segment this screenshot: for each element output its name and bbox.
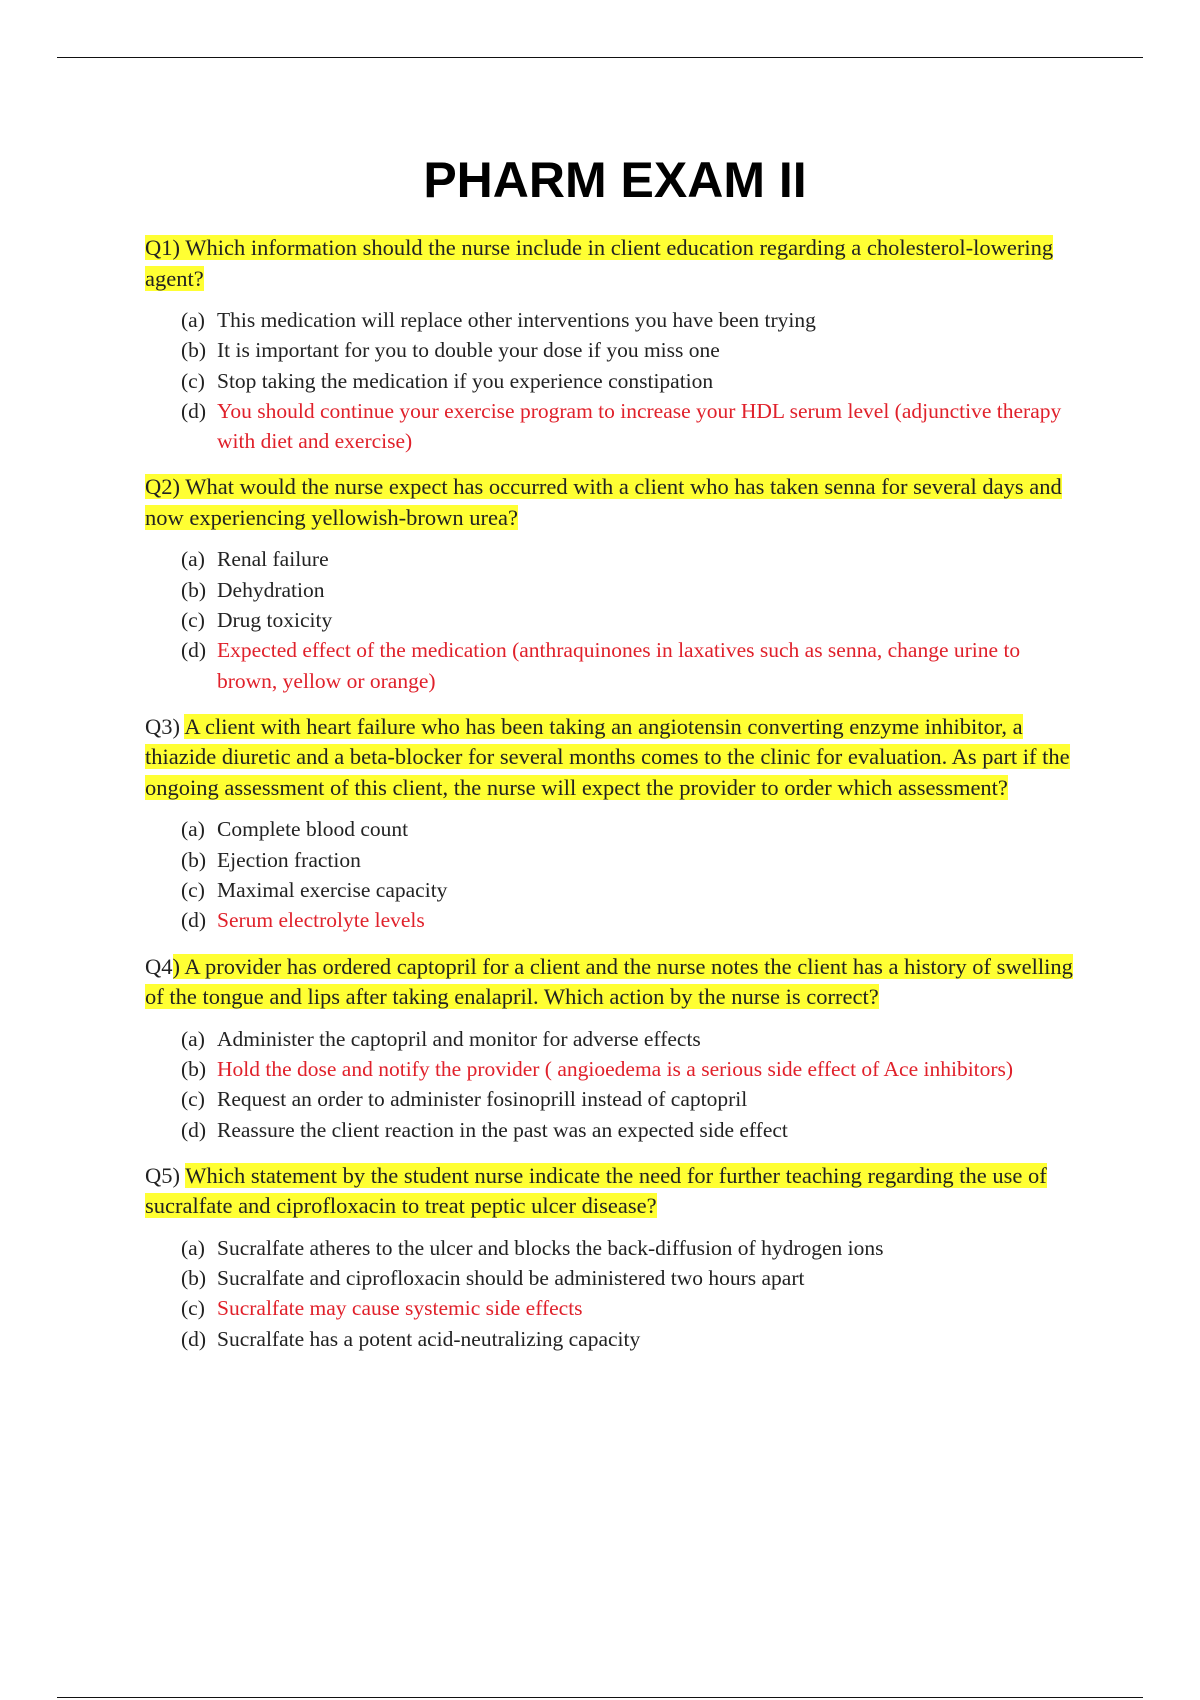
option-text: Hold the dose and notify the provider ( angioedema is a serious side effect of Ace inhibitors)	[217, 1056, 1014, 1081]
option-b	[181, 335, 1085, 365]
option-letter: (c)	[181, 878, 205, 903]
option-text: Sucralfate atheres to the ulcer and blocks the back-diffusion of hydrogen ions	[217, 1235, 884, 1260]
option-list	[145, 1233, 1085, 1354]
bottom-rule	[57, 1697, 1143, 1698]
top-rule	[57, 57, 1143, 58]
option-c	[181, 1084, 1085, 1114]
option-text: Expected effect of the medication (anthraquinones in laxatives such as senna, change urine to brown, yellow or orange)	[217, 638, 1021, 693]
option-text: This medication will replace other interventions you have been trying	[217, 308, 816, 332]
option-letter: (b)	[181, 338, 207, 363]
option-d	[181, 1324, 1085, 1354]
option-letter: (c)	[181, 1087, 205, 1112]
option-d-answer	[181, 635, 1085, 696]
option-c-answer	[181, 1293, 1085, 1323]
option-letter: (d)	[181, 1117, 207, 1142]
question-number: Q2)	[145, 474, 180, 500]
option-a	[181, 1024, 1085, 1054]
option-a	[181, 814, 1085, 844]
question-1	[145, 233, 1085, 456]
option-letter: (b)	[181, 1266, 207, 1291]
option-d-answer	[181, 905, 1085, 935]
question-5	[145, 1161, 1085, 1354]
question-4	[145, 952, 1085, 1145]
option-letter: (c)	[181, 368, 205, 393]
question-text	[145, 472, 1085, 533]
option-letter: (a)	[181, 1235, 205, 1260]
option-letter: (a)	[181, 1026, 205, 1051]
option-c	[181, 605, 1085, 635]
option-letter: (b)	[181, 1056, 207, 1081]
question-number: Q3)	[145, 713, 180, 739]
option-d	[181, 1115, 1085, 1145]
question-3	[145, 712, 1085, 936]
page-title: PHARM EXAM II	[423, 152, 807, 208]
option-d-answer	[181, 396, 1085, 457]
question-list	[145, 233, 1085, 1370]
option-b-answer	[181, 1054, 1085, 1084]
option-list	[145, 305, 1085, 456]
option-text: Administer the captopril and monitor for adverse effects	[217, 1026, 701, 1051]
question-number: Q4	[145, 953, 173, 979]
option-text: Maximal exercise capacity	[217, 878, 448, 903]
option-text: Stop taking the medication if you experience constipation	[217, 368, 714, 393]
option-text: Renal failure	[217, 547, 329, 572]
option-text: Sucralfate has a potent acid-neutralizing capacity	[217, 1326, 641, 1351]
option-text: Drug toxicity	[217, 608, 333, 633]
option-letter: (d)	[181, 638, 207, 663]
question-body: ) A provider has ordered captopril for a client and the nurse notes the client has a history of swelling of the tongue and lips after taking enalapril. Which action by the nurse is correct?	[145, 953, 1073, 1010]
option-text: Sucralfate may cause systemic side effects	[217, 1296, 583, 1321]
option-letter: (d)	[181, 908, 207, 933]
question-2	[145, 472, 1085, 695]
option-a	[181, 305, 1085, 335]
option-text: Complete blood count	[217, 817, 409, 842]
option-letter: (a)	[181, 308, 205, 332]
option-b	[181, 1263, 1085, 1293]
question-body: Which statement by the student nurse indicate the need for further teaching regarding the use of sucralfate and ciprofloxacin to treat peptic ulcer disease?	[145, 1162, 1047, 1219]
option-letter: (c)	[181, 1296, 205, 1321]
option-letter: (b)	[181, 577, 207, 602]
option-list	[145, 814, 1085, 935]
option-b	[181, 845, 1085, 875]
option-text: Sucralfate and ciprofloxacin should be administered two hours apart	[217, 1266, 805, 1291]
option-text: Dehydration	[217, 577, 325, 602]
question-text	[145, 952, 1085, 1013]
option-a	[181, 1233, 1085, 1263]
question-body: What would the nurse expect has occurred with a client who has taken senna for several days and now experiencing yellowish-brown urea?	[145, 474, 1062, 530]
option-text: Reassure the client reaction in the past was an expected side effect	[217, 1117, 788, 1142]
question-text	[145, 233, 1085, 294]
question-body: A client with heart failure who has been taking an angiotensin converting enzyme inhibitor, a thiazide diuretic and a beta-blocker for several months comes to the clinic for evaluation. As part if the ongoing assessment of this client, the nurse will expect the provider to order which assessment?	[145, 713, 1070, 800]
option-c	[181, 366, 1085, 396]
option-letter: (d)	[181, 1326, 207, 1351]
question-number: Q1)	[145, 235, 180, 260]
question-number: Q5)	[145, 1162, 180, 1188]
option-text: It is important for you to double your dose if you miss one	[217, 338, 720, 363]
option-list	[145, 544, 1085, 695]
question-body: Which information should the nurse include in client education regarding a cholesterol-lowering agent?	[145, 235, 1054, 291]
option-a	[181, 544, 1085, 574]
option-c	[181, 875, 1085, 905]
option-text: Ejection fraction	[217, 847, 361, 872]
question-text	[145, 1161, 1085, 1222]
option-letter: (c)	[181, 608, 205, 633]
option-letter: (a)	[181, 817, 205, 842]
question-text	[145, 712, 1085, 804]
option-list	[145, 1024, 1085, 1145]
option-text: You should continue your exercise program to increase your HDL serum level (adjunctive therapy with diet and exercise)	[217, 398, 1062, 454]
option-text: Serum electrolyte levels	[217, 908, 425, 933]
option-letter: (d)	[181, 398, 207, 423]
option-text: Request an order to administer fosinoprill instead of captopril	[217, 1087, 748, 1112]
option-b	[181, 575, 1085, 605]
option-letter: (a)	[181, 547, 205, 572]
option-letter: (b)	[181, 847, 207, 872]
